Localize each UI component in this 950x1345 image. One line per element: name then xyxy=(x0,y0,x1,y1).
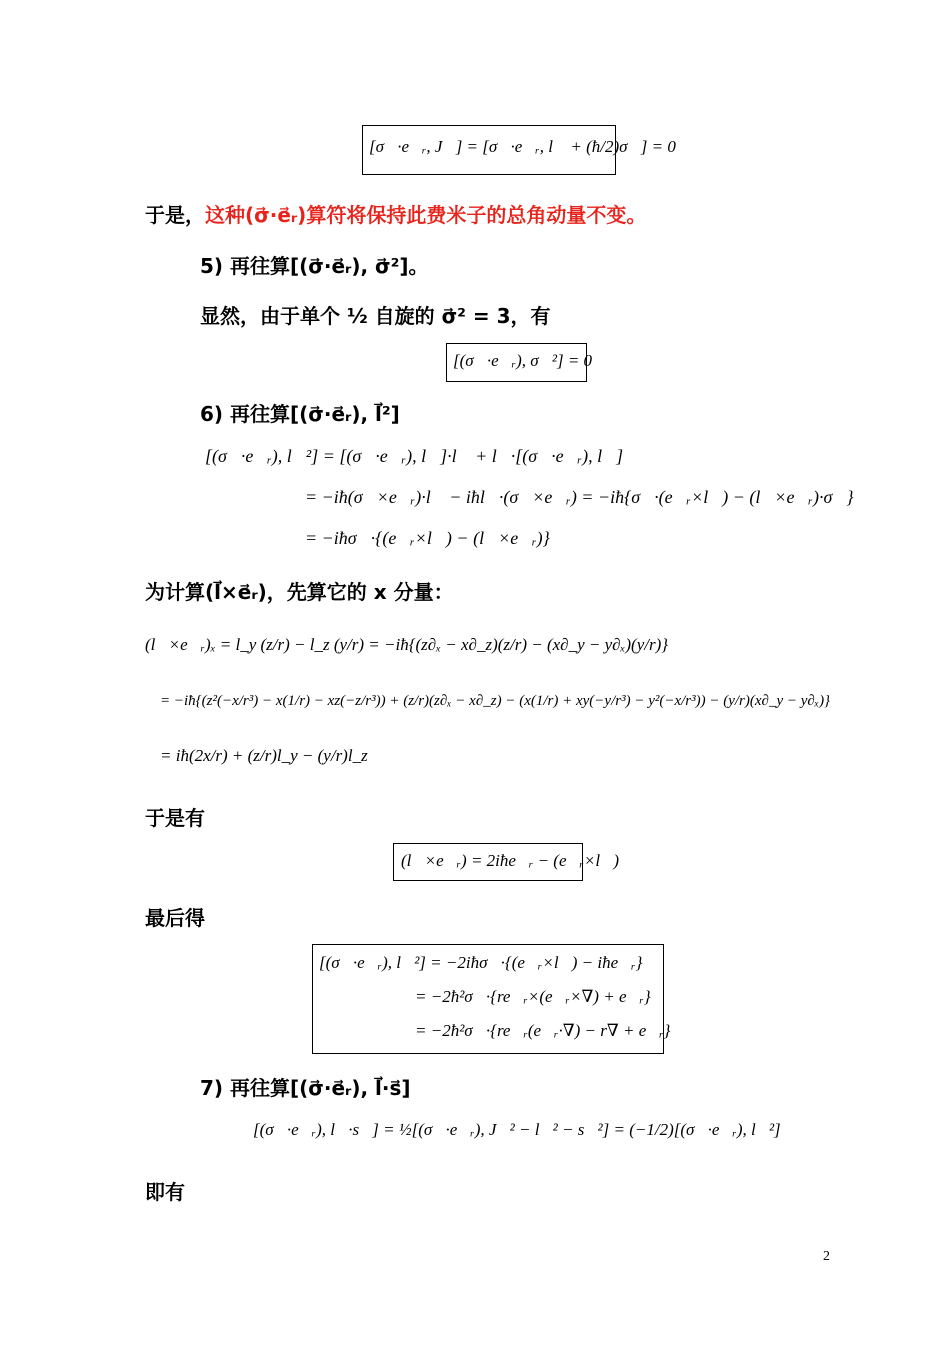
calc-line-3: = iħ(2x/r) + (z/r)l_y − (y/r)l_z xyxy=(160,746,368,765)
step-6-line-3: = −iħσ⃗·{(e⃗ᵣ×l⃗) − (l⃗×e⃗ᵣ)} xyxy=(305,528,550,548)
step-6-line-2: = −iħ(σ⃗×e⃗ᵣ)·l⃗ − iħl⃗·(σ⃗×e⃗ᵣ) = −iħ{σ⃗·(e⃗ᵣ×l⃗) − (l⃗×e⃗ᵣ)·σ⃗} xyxy=(305,487,854,507)
equation-box-3 xyxy=(393,843,620,881)
equation-4-line-1: [(σ⃗·e⃗ᵣ), l⃗²] = −2iħσ⃗·{(e⃗ᵣ×l⃗) − iħe⃗ᵣ} xyxy=(319,953,643,972)
equation-3: (l⃗×e⃗ᵣ) = 2iħe⃗ᵣ − (e⃗ᵣ×l⃗) xyxy=(401,851,620,870)
step-5-text: 显然，由于单个 ½ 自旋的 σ⃗² = 3，有 xyxy=(200,304,551,328)
step-6-line-1: [(σ⃗·e⃗ᵣ), l⃗²] = [(σ⃗·e⃗ᵣ), l⃗]·l⃗ + l⃗·[(σ⃗·e⃗ᵣ), l⃗] xyxy=(205,446,624,466)
equation-box-1 xyxy=(362,125,676,175)
label-jiyou: 即有 xyxy=(145,1180,185,1204)
step-5-title: 5) 再往算[(σ⃗·e⃗ᵣ), σ⃗²]。 xyxy=(200,254,429,278)
equation-box-2 xyxy=(446,343,593,382)
equation-1: [σ⃗·e⃗ᵣ, J⃗] = [σ⃗·e⃗ᵣ, l⃗ + (ħ/2)σ⃗] = 0 xyxy=(369,137,676,156)
equation-2: [(σ⃗·e⃗ᵣ), σ⃗²] = 0 xyxy=(453,351,593,370)
step-7-title: 7) 再往算[(σ⃗·e⃗ᵣ), l⃗·s⃗] xyxy=(200,1076,411,1100)
calc-intro: 为计算(l⃗×e⃗ᵣ)，先算它的 x 分量： xyxy=(145,580,454,604)
equation-box-4 xyxy=(312,944,671,1054)
paragraph-prefix: 于是， xyxy=(145,203,205,227)
equation-4-line-3: = −2ħ²σ⃗·{re⃗ᵣ(e⃗ᵣ·∇) − r∇ + e⃗ᵣ} xyxy=(415,1021,671,1040)
highlighted-statement: 这种(σ⃗·e⃗ᵣ)算符将保持此费米子的总角动量不变。 xyxy=(205,203,647,227)
equation-4-line-2: = −2ħ²σ⃗·{re⃗ᵣ×(e⃗ᵣ×∇) + e⃗ᵣ} xyxy=(415,987,651,1006)
step-6-title: 6) 再往算[(σ⃗·e⃗ᵣ), l⃗²] xyxy=(200,402,400,426)
calc-line-1: (l⃗×e⃗ᵣ)ₓ = l_y (z/r) − l_z (y/r) = −iħ{(z∂ₓ − x∂_z)(z/r) − (x∂_y − y∂ₓ)(y/r)} xyxy=(145,635,669,654)
paragraph-conclusion xyxy=(145,199,646,228)
calc-line-2: = −iħ{(z²(−x/r³) − x(1/r) − xz(−z/r³)) + (z/r)(z∂ₓ − x∂_z) − (x(1/r) + xy(−y/r³) − y²(−x/r³)) − (y/r)(x∂_y − y∂ₓ)} xyxy=(160,693,831,709)
label-yushiyou: 于是有 xyxy=(145,806,205,830)
step-7-equation: [(σ⃗·e⃗ᵣ), l⃗·s⃗] = ½[(σ⃗·e⃗ᵣ), J⃗² − l⃗² − s⃗²] = (−1/2)[(σ⃗·e⃗ᵣ), l⃗²] xyxy=(253,1120,781,1139)
label-zuihoude: 最后得 xyxy=(145,906,205,930)
page-number: 2 xyxy=(823,1249,830,1264)
